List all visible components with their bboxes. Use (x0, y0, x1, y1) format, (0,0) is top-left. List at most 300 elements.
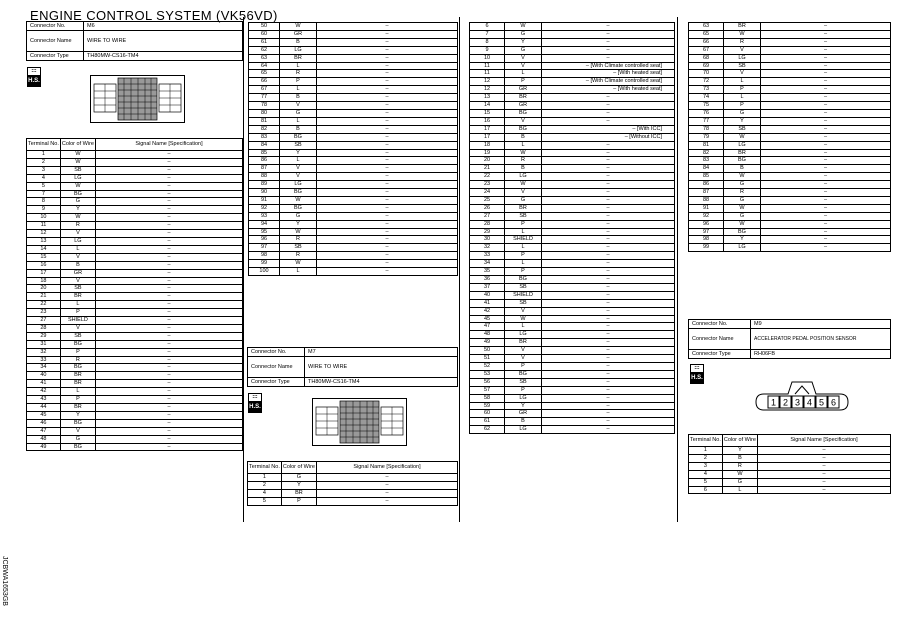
signal-cell: – (542, 149, 675, 157)
terminal-cell: 91 (689, 204, 724, 212)
color-cell: G (724, 181, 761, 189)
color-cell: L (724, 94, 761, 102)
terminal-cell: 9 (27, 206, 61, 214)
connector-name-label: Connector Name (27, 31, 84, 52)
signal-cell: – (95, 174, 242, 182)
table-row (249, 30, 458, 38)
color-cell: Y (505, 402, 542, 410)
signal-cell: – (542, 94, 675, 102)
color-cell: L (60, 301, 95, 309)
color-cell: B (280, 125, 317, 133)
terminal-cell: 45 (27, 411, 61, 419)
m9-hs-icon: ☷ H.S. (690, 364, 704, 384)
terminal-cell: 7 (27, 190, 61, 198)
color-cell: GR (60, 269, 95, 277)
terminal-cell: 67 (689, 46, 724, 54)
table-row (249, 204, 458, 212)
color-cell: SB (724, 125, 761, 133)
signal-cell: – (95, 348, 242, 356)
signal-cell: – (95, 388, 242, 396)
table-row (470, 157, 675, 165)
table-row (470, 378, 675, 386)
terminal-cell: 88 (689, 196, 724, 204)
color-cell: Y (724, 117, 761, 125)
signal-cell: – (542, 402, 675, 410)
table-row (249, 117, 458, 125)
table-row (27, 356, 243, 364)
table-row (249, 189, 458, 197)
table-row (689, 54, 891, 62)
table-row (470, 141, 675, 149)
terminal-cell: 10 (470, 54, 505, 62)
terminal-cell: 16 (470, 117, 505, 125)
terminal-cell: 16 (27, 261, 61, 269)
signal-cell: – (317, 109, 458, 117)
signal-cell: – (542, 117, 675, 125)
signal-cell: – (542, 109, 675, 117)
table-row (27, 158, 243, 166)
color-cell: B (505, 418, 542, 426)
signal-cell: – (95, 245, 242, 253)
table-row (689, 46, 891, 54)
table-row (689, 447, 891, 455)
color-cell: L (724, 78, 761, 86)
m7-pin-table: Terminal No. Color of Wire Signal Name [Specification] 1 G – 2 Y – 4 BR – 5 P – (247, 461, 458, 506)
color-cell: V (60, 230, 95, 238)
color-cell: G (724, 212, 761, 220)
signal-cell: – (317, 189, 458, 197)
color-cell: Y (60, 206, 95, 214)
color-cell: SHIELD (505, 291, 542, 299)
color-cell: BR (60, 380, 95, 388)
signal-cell: – (761, 141, 891, 149)
terminal-cell: 13 (470, 94, 505, 102)
table-row (470, 54, 675, 62)
signal-cell: – (542, 46, 675, 54)
signal-cell: – (317, 78, 458, 86)
signal-cell: – (761, 23, 891, 31)
color-cell: W (60, 182, 95, 190)
signal-cell: – (95, 206, 242, 214)
terminal-cell: 96 (249, 236, 280, 244)
table-row (27, 324, 243, 332)
table-row (27, 261, 243, 269)
signal-cell: – (95, 222, 242, 230)
terminal-cell: 14 (27, 245, 61, 253)
signal-cell: – [With Climate controlled seat] (542, 62, 675, 70)
signal-cell: – (542, 323, 675, 331)
color-cell: G (280, 109, 317, 117)
signal-cell: – (761, 181, 891, 189)
signal-cell: – (542, 30, 675, 38)
color-cell: BG (280, 204, 317, 212)
signal-cell: – (542, 23, 675, 31)
terminal-cell: 15 (470, 109, 505, 117)
signal-cell: – (542, 268, 675, 276)
table-row (249, 102, 458, 110)
table-row (27, 348, 243, 356)
signal-cell: – (95, 301, 242, 309)
table-row (27, 151, 243, 159)
table-row (470, 331, 675, 339)
color-cell: Y (505, 38, 542, 46)
table-row (470, 347, 675, 355)
color-cell: BR (60, 372, 95, 380)
signal-cell: – (317, 252, 458, 260)
terminal-cell: 35 (470, 268, 505, 276)
table-row (249, 133, 458, 141)
color-cell: V (280, 102, 317, 110)
signal-cell: – (542, 394, 675, 402)
table-row (27, 245, 243, 253)
terminal-cell: 8 (27, 198, 61, 206)
signal-cell: – (317, 244, 458, 252)
table-row (249, 94, 458, 102)
color-cell: G (281, 474, 316, 482)
terminal-cell: 50 (470, 347, 505, 355)
terminal-cell: 6 (470, 23, 505, 31)
table-row (248, 481, 458, 489)
signal-cell: – (761, 46, 891, 54)
color-cell: L (280, 86, 317, 94)
table-row (470, 244, 675, 252)
signal-cell: – (761, 133, 891, 141)
terminal-cell: 19 (470, 149, 505, 157)
signal-cell: – (761, 173, 891, 181)
terminal-cell: 4 (248, 489, 282, 497)
table-row (27, 285, 243, 293)
terminal-cell: 26 (470, 204, 505, 212)
terminal-cell: 44 (27, 404, 61, 412)
table-row (27, 190, 243, 198)
signal-cell: – (542, 165, 675, 173)
color-cell: L (280, 62, 317, 70)
signal-cell: – (542, 204, 675, 212)
color-cell: BG (280, 133, 317, 141)
terminal-cell: 45 (470, 315, 505, 323)
color-cell: BG (60, 190, 95, 198)
terminal-cell: 1 (689, 447, 723, 455)
signal-cell: – (95, 151, 242, 159)
signal-cell: – (317, 196, 458, 204)
table-row (249, 212, 458, 220)
signal-cell: – (316, 481, 457, 489)
table-row (249, 109, 458, 117)
column-divider (459, 17, 460, 522)
table-row (470, 236, 675, 244)
table-row (689, 117, 891, 125)
color-cell: SB (505, 299, 542, 307)
terminal-cell: 77 (689, 117, 724, 125)
terminal-cell: 27 (27, 317, 61, 325)
table-row (27, 317, 243, 325)
table-row (249, 70, 458, 78)
signal-cell: – (317, 165, 458, 173)
color-cell: V (60, 324, 95, 332)
col-header-terminal: Terminal No. (27, 139, 61, 151)
terminal-cell: 57 (470, 386, 505, 394)
table-row (470, 117, 675, 125)
terminal-cell: 11 (470, 62, 505, 70)
terminal-cell: 43 (27, 396, 61, 404)
color-cell: BG (60, 340, 95, 348)
table-row (27, 269, 243, 277)
table-row (470, 402, 675, 410)
table-row (689, 478, 891, 486)
signal-cell: – (95, 372, 242, 380)
terminal-cell: 96 (689, 220, 724, 228)
table-row (689, 181, 891, 189)
signal-cell: – (317, 102, 458, 110)
color-cell: P (505, 268, 542, 276)
signal-cell: – (542, 331, 675, 339)
table-row (689, 204, 891, 212)
table-row (689, 486, 891, 494)
terminal-cell: 93 (249, 212, 280, 220)
signal-cell: – (761, 54, 891, 62)
table-row (470, 94, 675, 102)
terminal-cell: 8 (470, 38, 505, 46)
m9-connector-name: ACCELERATOR PEDAL POSITION SENSOR (751, 329, 891, 350)
color-cell: SB (280, 141, 317, 149)
m6-connector-face-icon (90, 75, 185, 123)
signal-cell: – (95, 166, 242, 174)
m7-connector-type: TH80MW-CS16-TM4 (305, 378, 458, 387)
color-cell: B (505, 133, 542, 141)
color-cell: G (505, 46, 542, 54)
table-row (27, 411, 243, 419)
signal-cell: – (542, 291, 675, 299)
table-row (689, 133, 891, 141)
terminal-cell: 68 (689, 54, 724, 62)
table-row (470, 307, 675, 315)
signal-cell: – (317, 141, 458, 149)
color-cell: GR (505, 86, 542, 94)
signal-cell: – (317, 86, 458, 94)
terminal-cell: 25 (470, 196, 505, 204)
table-row (470, 370, 675, 378)
color-cell: BR (60, 404, 95, 412)
m6-connector-name: WIRE TO WIRE (84, 31, 243, 52)
terminal-cell: 47 (27, 427, 61, 435)
table-row (249, 78, 458, 86)
table-row (470, 276, 675, 284)
table-row (249, 173, 458, 181)
table-row (470, 323, 675, 331)
color-cell: LG (505, 331, 542, 339)
signal-cell: – (317, 23, 458, 31)
table-row (27, 404, 243, 412)
signal-cell: – (542, 426, 675, 434)
color-cell: L (722, 486, 757, 494)
color-cell: R (280, 70, 317, 78)
color-cell: L (60, 245, 95, 253)
color-cell: W (505, 181, 542, 189)
table-row (689, 94, 891, 102)
terminal-cell: 82 (689, 149, 724, 157)
signal-cell: – (95, 198, 242, 206)
color-cell: V (505, 347, 542, 355)
table-row (470, 125, 675, 133)
col-header-signal: Signal Name [Specification] (95, 139, 242, 151)
color-cell: L (280, 157, 317, 165)
color-cell: SHIELD (505, 236, 542, 244)
terminal-cell: 27 (470, 212, 505, 220)
terminal-cell: 49 (27, 443, 61, 451)
terminal-cell: 58 (470, 394, 505, 402)
color-cell: R (505, 157, 542, 165)
color-cell: V (505, 355, 542, 363)
signal-cell: – (542, 307, 675, 315)
color-cell: R (60, 356, 95, 364)
terminal-cell: 86 (249, 157, 280, 165)
table-row (27, 182, 243, 190)
signal-cell: – (95, 396, 242, 404)
signal-cell: – (542, 410, 675, 418)
terminal-cell: 23 (470, 181, 505, 189)
terminal-cell: 17 (470, 133, 505, 141)
table-row (470, 386, 675, 394)
signal-cell: – (317, 117, 458, 125)
table-row (27, 301, 243, 309)
signal-cell: – (317, 149, 458, 157)
terminal-cell: 28 (27, 324, 61, 332)
m7-hs-icon: ☷ H.S. (248, 393, 262, 413)
color-cell: W (280, 23, 317, 31)
signal-cell: – [Without ICC] (542, 133, 675, 141)
table-row (689, 102, 891, 110)
terminal-cell: 31 (27, 340, 61, 348)
terminal-cell: 61 (470, 418, 505, 426)
terminal-cell: 48 (470, 331, 505, 339)
signal-cell: – (317, 54, 458, 62)
terminal-cell: 98 (249, 252, 280, 260)
table-row (249, 260, 458, 268)
color-cell: BR (724, 23, 761, 31)
m9-connector-type: RH06FB (751, 350, 891, 359)
table-row (470, 283, 675, 291)
signal-cell: – (761, 157, 891, 165)
table-row (689, 70, 891, 78)
signal-cell: – (317, 260, 458, 268)
terminal-cell: 60 (470, 410, 505, 418)
signal-cell: – (316, 489, 457, 497)
color-cell: V (505, 54, 542, 62)
table-row (470, 268, 675, 276)
signal-cell: – (317, 94, 458, 102)
terminal-cell: 42 (470, 307, 505, 315)
table-row (249, 220, 458, 228)
color-cell: GR (505, 410, 542, 418)
color-cell: BG (505, 125, 542, 133)
table-row (689, 86, 891, 94)
pin-number: 5 (818, 397, 825, 408)
terminal-cell: 79 (689, 133, 724, 141)
color-cell: L (505, 323, 542, 331)
table-row (27, 277, 243, 285)
m6-pin-table-continued (248, 22, 458, 276)
color-cell: SB (60, 166, 95, 174)
signal-cell: – (542, 252, 675, 260)
table-row (470, 165, 675, 173)
signal-cell: – (317, 125, 458, 133)
color-cell: V (60, 277, 95, 285)
table-row (470, 426, 675, 434)
color-cell: L (505, 141, 542, 149)
terminal-cell: 82 (249, 125, 280, 133)
terminal-cell: 46 (27, 419, 61, 427)
terminal-cell: 36 (470, 276, 505, 284)
terminal-cell: 29 (27, 332, 61, 340)
signal-cell: – (757, 462, 890, 470)
signal-cell: – (761, 94, 891, 102)
terminal-cell: 33 (27, 356, 61, 364)
table-row (470, 46, 675, 54)
terminal-cell: 18 (27, 277, 61, 285)
table-row (27, 174, 243, 182)
terminal-cell: 99 (689, 244, 724, 252)
table-row (689, 220, 891, 228)
color-cell: BR (505, 339, 542, 347)
terminal-cell: 49 (470, 339, 505, 347)
color-cell: BG (724, 228, 761, 236)
table-row (27, 166, 243, 174)
table-row (470, 102, 675, 110)
pin-number: 6 (830, 397, 837, 408)
terminal-cell: 5 (27, 182, 61, 190)
color-cell: W (280, 196, 317, 204)
color-cell: GR (280, 30, 317, 38)
signal-cell: – (95, 443, 242, 451)
color-cell: LG (60, 237, 95, 245)
terminal-cell: 30 (470, 236, 505, 244)
terminal-cell: 83 (689, 157, 724, 165)
color-cell: V (505, 307, 542, 315)
terminal-cell: 3 (27, 166, 61, 174)
terminal-cell: 95 (249, 228, 280, 236)
m9-connector-face-icon (754, 378, 850, 414)
m9-pin-table: Terminal No. Color of Wire Signal Name [Specification] 1 Y – 2 B – 3 R – 4 W – 5 G – 6 L – (688, 434, 891, 494)
terminal-cell: 20 (470, 157, 505, 165)
signal-cell: – (542, 283, 675, 291)
color-cell: P (60, 348, 95, 356)
color-cell: LG (280, 181, 317, 189)
terminal-cell: 67 (249, 86, 280, 94)
terminal-cell: 89 (249, 181, 280, 189)
signal-cell: – (317, 204, 458, 212)
table-row (249, 268, 458, 276)
table-row (689, 212, 891, 220)
terminal-cell: 86 (689, 181, 724, 189)
table-row (470, 30, 675, 38)
terminal-cell: 84 (249, 141, 280, 149)
color-cell: Y (722, 447, 757, 455)
color-cell: W (280, 260, 317, 268)
table-row (470, 394, 675, 402)
terminal-cell: 80 (249, 109, 280, 117)
color-cell: P (60, 396, 95, 404)
connector-no-label: Connector No. (27, 22, 84, 31)
table-row (689, 30, 891, 38)
terminal-cell: 50 (249, 23, 280, 31)
table-row (27, 237, 243, 245)
terminal-cell: 100 (249, 268, 280, 276)
signal-cell: – (95, 332, 242, 340)
terminal-cell: 13 (27, 237, 61, 245)
color-cell: W (724, 30, 761, 38)
color-cell: W (505, 23, 542, 31)
terminal-cell: 21 (27, 293, 61, 301)
